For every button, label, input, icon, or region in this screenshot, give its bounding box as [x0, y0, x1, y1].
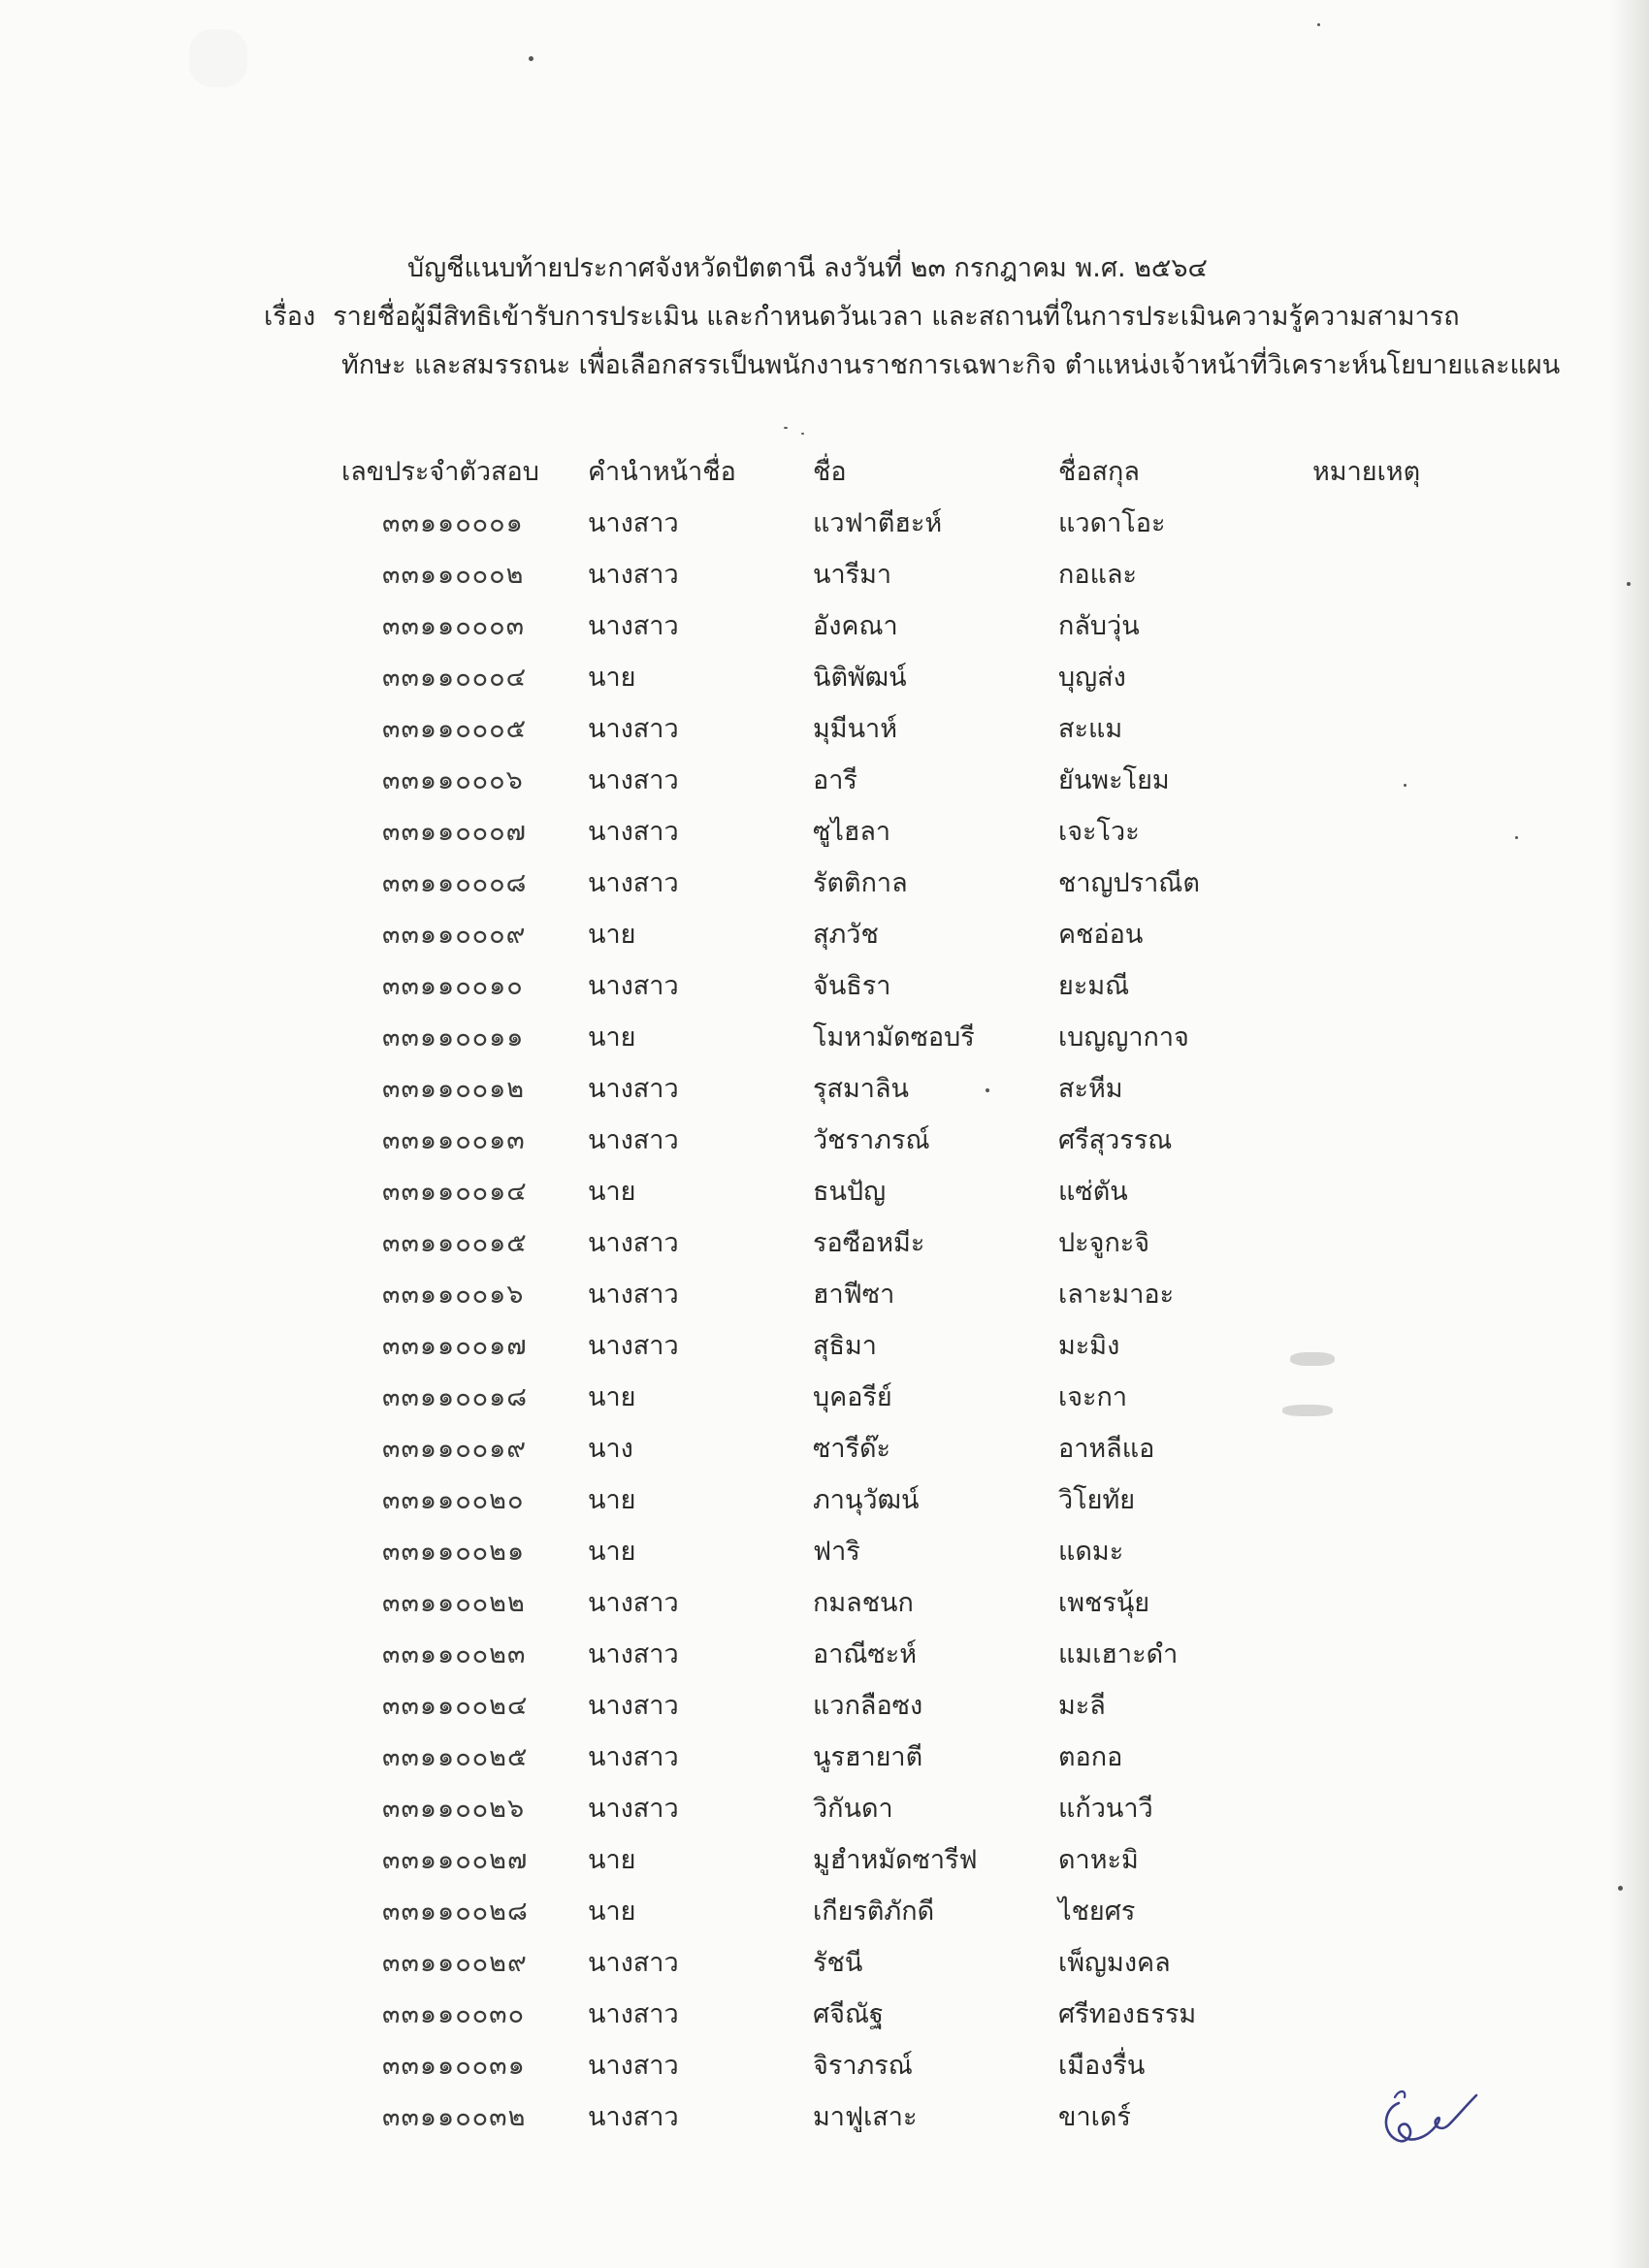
- prefix-cell: นางสาว: [588, 1228, 679, 1258]
- last-name-cell: สะแม: [1058, 714, 1123, 744]
- prefix-cell: นางสาว: [588, 2102, 679, 2132]
- table-row: [0, 1783, 1649, 1834]
- scan-speck: [801, 433, 804, 435]
- table-row: [0, 1423, 1649, 1474]
- prefix-cell: นาย: [588, 1177, 636, 1207]
- subject-text: รายชื่อผู้มีสิทธิเข้ารับการประเมิน และกำหนดวันเวลา และสถานที่ในการประเมินความรู้ความสามารถ: [333, 302, 1460, 332]
- prefix-cell: นางสาว: [588, 1742, 679, 1772]
- last-name-cell: อาหลีแอ: [1058, 1434, 1155, 1464]
- table-row: [0, 1526, 1649, 1577]
- column-header-prefix: คำนำหน้าชื่อ: [588, 457, 736, 487]
- last-name-cell: เลาะมาอะ: [1058, 1280, 1175, 1310]
- prefix-cell: นางสาว: [588, 2051, 679, 2081]
- prefix-cell: นาย: [588, 1896, 636, 1927]
- last-name-cell: ไชยศร: [1058, 1896, 1136, 1927]
- table-row: [0, 1217, 1649, 1269]
- table-row: [0, 1166, 1649, 1217]
- first-name-cell: ศจีณัฐ: [813, 1999, 884, 2029]
- last-name-cell: สะหีม: [1058, 1074, 1123, 1104]
- exam-id-cell: ๓๓๑๑๐๐๒๖: [382, 1794, 526, 1824]
- prefix-cell: นางสาว: [588, 1331, 679, 1361]
- exam-id-cell: ๓๓๑๑๐๐๐๓: [382, 611, 526, 641]
- exam-id-cell: ๓๓๑๑๐๐๒๒: [382, 1588, 526, 1618]
- table-row: [0, 960, 1649, 1012]
- first-name-cell: มูฮำหมัดซารีฟ: [813, 1845, 978, 1875]
- exam-id-cell: ๓๓๑๑๐๐๒๕: [382, 1742, 529, 1772]
- prefix-cell: นาย: [588, 1537, 636, 1567]
- exam-id-cell: ๓๓๑๑๐๐๑๒: [382, 1074, 526, 1104]
- exam-id-cell: ๓๓๑๑๐๐๒๐: [382, 1485, 525, 1515]
- scan-speck: [986, 1088, 989, 1092]
- exam-id-cell: ๓๓๑๑๐๐๐๔: [382, 663, 528, 693]
- exam-id-cell: ๓๓๑๑๐๐๐๘: [382, 868, 528, 898]
- exam-id-cell: ๓๓๑๑๐๐๒๓: [382, 1639, 527, 1669]
- last-name-cell: ยะมณี: [1058, 971, 1130, 1001]
- exam-id-cell: ๓๓๑๑๐๐๐๖: [382, 765, 524, 795]
- last-name-cell: ตอกอ: [1058, 1742, 1123, 1772]
- prefix-cell: นางสาว: [588, 508, 679, 538]
- scan-speck: [1404, 784, 1406, 787]
- last-name-cell: ศรีทองธรรม: [1058, 1999, 1197, 2029]
- prefix-cell: นางสาว: [588, 1588, 679, 1618]
- first-name-cell: นารีมา: [813, 560, 892, 590]
- first-name-cell: รัตติกาล: [813, 868, 908, 898]
- scan-speck: [784, 427, 788, 429]
- scan-speck: [1627, 582, 1631, 586]
- table-row: [0, 1629, 1649, 1680]
- table-row: [0, 703, 1649, 755]
- last-name-cell: เพ็ญมงคล: [1058, 1948, 1171, 1978]
- last-name-cell: ขาเดร์: [1058, 2102, 1131, 2132]
- last-name-cell: แก้วนาวี: [1058, 1794, 1153, 1824]
- exam-id-cell: ๓๓๑๑๐๐๓๐: [382, 1999, 526, 2029]
- scan-speck: [1317, 23, 1320, 26]
- first-name-cell: รัชนี: [813, 1948, 863, 1978]
- table-row: [0, 652, 1649, 703]
- exam-id-cell: ๓๓๑๑๐๐๐๙: [382, 920, 527, 950]
- first-name-cell: ฟาริ: [813, 1537, 860, 1567]
- first-name-cell: กมลชนก: [813, 1588, 914, 1618]
- exam-id-cell: ๓๓๑๑๐๐๒๙: [382, 1948, 528, 1978]
- first-name-cell: วิกันดา: [813, 1794, 893, 1824]
- subject-line: [264, 296, 1460, 339]
- exam-id-cell: ๓๓๑๑๐๐๐๕: [382, 714, 528, 744]
- exam-id-cell: ๓๓๑๑๐๐๑๔: [382, 1177, 528, 1207]
- table-row: [0, 909, 1649, 960]
- last-name-cell: บุญส่ง: [1058, 663, 1126, 693]
- first-name-cell: แวฟาตีฮะห์: [813, 508, 943, 538]
- first-name-cell: วัชราภรณ์: [813, 1125, 930, 1155]
- first-name-cell: มุมีนาห์: [813, 714, 898, 744]
- column-header-note: หมายเหตุ: [1312, 457, 1421, 487]
- exam-id-cell: ๓๓๑๑๐๐๑๖: [382, 1280, 525, 1310]
- last-name-cell: แซ่ตัน: [1058, 1177, 1128, 1207]
- first-name-cell: บุคอรีย์: [813, 1382, 892, 1412]
- exam-id-cell: ๓๓๑๑๐๐๓๑: [382, 2051, 526, 2081]
- last-name-cell: ชาญปราณีต: [1058, 868, 1200, 898]
- first-name-cell: สุภวัช: [813, 920, 879, 950]
- prefix-cell: นางสาว: [588, 1691, 679, 1721]
- table-row: [0, 1269, 1649, 1320]
- scan-speck: [1618, 1886, 1623, 1891]
- prefix-cell: นางสาว: [588, 1794, 679, 1824]
- table-row: [0, 1680, 1649, 1732]
- column-header-first-name: ชื่อ: [813, 457, 847, 487]
- last-name-cell: มะลี: [1058, 1691, 1106, 1721]
- first-name-cell: ซารีด๊ะ: [813, 1434, 891, 1464]
- table-row: [0, 1115, 1649, 1166]
- prefix-cell: นาย: [588, 1485, 636, 1515]
- first-name-cell: รอซือหมีะ: [813, 1228, 925, 1258]
- prefix-cell: นางสาว: [588, 1074, 679, 1104]
- prefix-cell: นางสาว: [588, 1280, 679, 1310]
- first-name-cell: ภานุวัฒน์: [813, 1485, 920, 1515]
- exam-id-cell: ๓๓๑๑๐๐๑๓: [382, 1125, 526, 1155]
- prefix-cell: นาง: [588, 1434, 633, 1464]
- column-header-exam-id: เลขประจำตัวสอบ: [341, 457, 539, 487]
- table-row: [0, 1372, 1649, 1423]
- last-name-cell: แวดาโอะ: [1058, 508, 1166, 538]
- exam-id-cell: ๓๓๑๑๐๐๐๑: [382, 508, 524, 538]
- last-name-cell: ปะจูกะจิ: [1058, 1228, 1150, 1258]
- prefix-cell: นางสาว: [588, 1639, 679, 1669]
- first-name-cell: แวกลือซง: [813, 1691, 923, 1721]
- exam-id-cell: ๓๓๑๑๐๐๑๙: [382, 1434, 528, 1464]
- last-name-cell: ดาหะมิ: [1058, 1845, 1139, 1875]
- first-name-cell: ฮาฟีซา: [813, 1280, 895, 1310]
- last-name-cell: กอและ: [1058, 560, 1138, 590]
- scan-smudge: [1282, 1405, 1333, 1416]
- last-name-cell: เมืองรื่น: [1058, 2051, 1146, 2081]
- scan-smudge: [1290, 1352, 1335, 1366]
- prefix-cell: นางสาว: [588, 1125, 679, 1155]
- last-name-cell: เจะกา: [1058, 1382, 1128, 1412]
- last-name-cell: กลับวุ่น: [1058, 611, 1140, 641]
- prefix-cell: นางสาว: [588, 611, 679, 641]
- last-name-cell: แดมะ: [1058, 1537, 1124, 1567]
- exam-id-cell: ๓๓๑๑๐๐๒๔: [382, 1691, 529, 1721]
- table-row: [0, 858, 1649, 909]
- first-name-cell: สุธิมา: [813, 1331, 877, 1361]
- last-name-cell: เพชรนุ้ย: [1058, 1588, 1150, 1618]
- table-row: [0, 1886, 1649, 1937]
- scan-speck: [1515, 836, 1518, 839]
- last-name-cell: ยันพะโยม: [1058, 765, 1170, 795]
- last-name-cell: คชอ่อน: [1058, 920, 1144, 950]
- prefix-cell: นางสาว: [588, 868, 679, 898]
- scan-speck: [529, 56, 534, 61]
- first-name-cell: นิติพัฒน์: [813, 663, 907, 693]
- table-row: [0, 1063, 1649, 1115]
- exam-id-cell: ๓๓๑๑๐๐๐๒: [382, 560, 525, 590]
- last-name-cell: ศรีสุวรรณ: [1058, 1125, 1173, 1155]
- exam-id-cell: ๓๓๑๑๐๐๑๗: [382, 1331, 528, 1361]
- prefix-cell: นาย: [588, 1382, 636, 1412]
- prefix-cell: นางสาว: [588, 714, 679, 744]
- exam-id-cell: ๓๓๑๑๐๐๒๑: [382, 1537, 526, 1567]
- table-row: [0, 1320, 1649, 1372]
- announcement-title: บัญชีแนบท้ายประกาศจังหวัดปัตตานี ลงวันที่ ๒๓ กรกฎาคม พ.ศ. ๒๕๖๔: [407, 253, 1208, 283]
- handwritten-signature-icon: [1377, 2076, 1494, 2154]
- exam-id-cell: ๓๓๑๑๐๐๑๑: [382, 1022, 525, 1053]
- exam-id-cell: ๓๓๑๑๐๐๒๘: [382, 1896, 529, 1927]
- scan-smudge: [189, 29, 247, 87]
- prefix-cell: นางสาว: [588, 765, 679, 795]
- candidate-table: [0, 446, 1649, 2143]
- prefix-cell: นาย: [588, 1022, 636, 1053]
- table-row: [0, 498, 1649, 549]
- first-name-cell: มาฟูเสาะ: [813, 2102, 918, 2132]
- exam-id-cell: ๓๓๑๑๐๐๐๗: [382, 817, 527, 847]
- last-name-cell: แมเฮาะดำ: [1058, 1639, 1179, 1669]
- first-name-cell: โมหามัดซอบรี: [813, 1022, 975, 1053]
- first-name-cell: รุสมาลิน: [813, 1074, 909, 1104]
- last-name-cell: วิโยทัย: [1058, 1485, 1136, 1515]
- subject-text-continued: ทักษะ และสมรรถนะ เพื่อเลือกสรรเป็นพนักงานราชการเฉพาะกิจ ตำแหน่งเจ้าหน้าที่วิเคราะห์นโยบายและแผน: [341, 350, 1561, 380]
- prefix-cell: นางสาว: [588, 971, 679, 1001]
- table-row: [0, 549, 1649, 600]
- table-row: [0, 1012, 1649, 1063]
- subject-label: เรื่อง: [264, 302, 316, 332]
- first-name-cell: นูรฮายาตี: [813, 1742, 923, 1772]
- prefix-cell: นางสาว: [588, 817, 679, 847]
- prefix-cell: นางสาว: [588, 560, 679, 590]
- exam-id-cell: ๓๓๑๑๐๐๑๘: [382, 1382, 529, 1412]
- first-name-cell: อารี: [813, 765, 857, 795]
- first-name-cell: เกียรติภักดี: [813, 1896, 935, 1927]
- first-name-cell: อาณีซะห์: [813, 1639, 918, 1669]
- exam-id-cell: ๓๓๑๑๐๐๑๕: [382, 1228, 528, 1258]
- first-name-cell: อังคณา: [813, 611, 898, 641]
- exam-id-cell: ๓๓๑๑๐๐๒๗: [382, 1845, 529, 1875]
- table-row: [0, 1577, 1649, 1629]
- first-name-cell: ธนปัญ: [813, 1177, 887, 1207]
- prefix-cell: นาย: [588, 1845, 636, 1875]
- table-row: [0, 755, 1649, 806]
- table-row: [0, 806, 1649, 858]
- table-row: [0, 1732, 1649, 1783]
- prefix-cell: นางสาว: [588, 1948, 679, 1978]
- last-name-cell: มะมิง: [1058, 1331, 1120, 1361]
- last-name-cell: เจะโวะ: [1058, 817, 1140, 847]
- first-name-cell: จันธิรา: [813, 971, 891, 1001]
- last-name-cell: เบญญากาจ: [1058, 1022, 1189, 1053]
- table-row: [0, 600, 1649, 652]
- table-row: [0, 1834, 1649, 1886]
- table-row: [0, 1474, 1649, 1526]
- table-row: [0, 1989, 1649, 2040]
- table-header-row: [0, 446, 1649, 498]
- exam-id-cell: ๓๓๑๑๐๐๑๐: [382, 971, 524, 1001]
- exam-id-cell: ๓๓๑๑๐๐๓๒: [382, 2102, 527, 2132]
- table-body: [0, 498, 1649, 2143]
- first-name-cell: จิราภรณ์: [813, 2051, 913, 2081]
- table-row: [0, 1937, 1649, 1989]
- prefix-cell: นางสาว: [588, 1999, 679, 2029]
- column-header-last-name: ชื่อสกุล: [1058, 457, 1140, 487]
- first-name-cell: ซูไฮลา: [813, 817, 891, 847]
- prefix-cell: นาย: [588, 663, 636, 693]
- prefix-cell: นาย: [588, 920, 636, 950]
